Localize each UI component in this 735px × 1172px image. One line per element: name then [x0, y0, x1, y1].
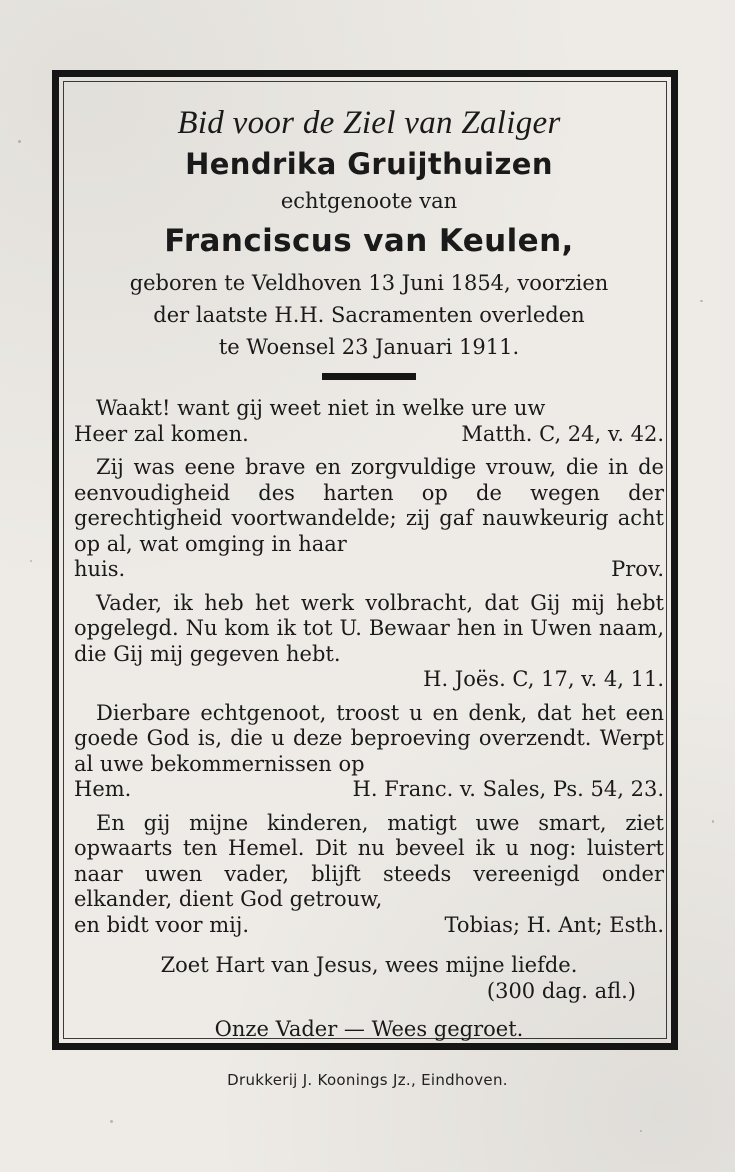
verse-text: En gij mijne kinderen, matigt uwe smart, ziet opwaarts ten Hemel. Dit nu beveel ik u nog: luistert naar uwen vader, blijft steeds vereenigd onder elkander, dient God getrouw, — [74, 810, 664, 911]
paper-speck — [110, 1120, 113, 1123]
verse-text: Dierbare echtgenoot, troost u en denk, dat het een goede God is, die u deze beproeving overzendt. Werpt al uwe bekommernissen op — [74, 700, 664, 776]
bio-line: der laatste H.H. Sacramenten overleden — [153, 303, 585, 327]
closing — [74, 952, 664, 1042]
paper-speck — [640, 1130, 642, 1132]
verse-1 — [74, 396, 664, 447]
verse-citation: H. Joës. C, 17, v. 4, 11. — [423, 667, 664, 691]
bio-line: te Woensel 23 Januari 1911. — [218, 335, 520, 359]
paper-speck — [712, 820, 714, 823]
biography — [74, 267, 664, 363]
prayer-intro: Bid voor de Ziel van Zaliger — [177, 105, 561, 141]
indulgence-note: (300 dag. afl.) — [486, 979, 636, 1003]
verse-5 — [74, 811, 664, 939]
closing-invocation: Zoet Hart van Jesus, wees mijne liefde. — [160, 953, 578, 977]
verses — [74, 396, 664, 938]
paper-speck — [18, 140, 21, 143]
verse-last-line: en bidt voor mij. — [74, 912, 250, 937]
verse-last-row — [74, 913, 664, 939]
verse-last-line: Hem. — [74, 777, 132, 801]
closing-prayers: Onze Vader — Wees gegroet. — [214, 1017, 524, 1041]
verse-4 — [74, 701, 664, 803]
verse-citation: Tobias; H. Ant; Esth. — [444, 912, 664, 937]
verse-text: Waakt! want gij weet niet in welke ure uw — [96, 396, 546, 420]
spouse-intro: echtgenoote van — [280, 189, 458, 213]
verse-2 — [74, 455, 664, 583]
bio-line: geboren te Veldhoven 13 Juni 1854, voorzien — [129, 271, 609, 295]
verse-3 — [74, 591, 664, 693]
verse-text: Vader, ik heb het werk volbracht, dat Gij mij hebt opgelegd. Nu kom ik tot U. Bewaar hen in Uwen naam, die Gij mij gegeven hebt. — [74, 590, 664, 666]
verse-text: Zij was eene brave en zorgvuldige vrouw, die in de eenvoudigheid des harten op de wegen der gerechtigheid voortwandelde; zij gaf nauwkeurig acht op al, wat omging in haar — [74, 455, 664, 556]
printer-credit: Drukkerij J. Koonings Jz., Eindhoven. — [227, 1071, 508, 1089]
verse-last-row — [74, 777, 664, 803]
spouse-name: Franciscus van Keulen, — [164, 223, 574, 259]
section-divider — [322, 373, 416, 380]
verse-last-line: Heer zal komen. — [74, 421, 249, 446]
verse-last-row — [74, 422, 664, 448]
verse-citation: Prov. — [611, 557, 664, 581]
verse-citation: Matth. C, 24, v. 42. — [461, 421, 664, 446]
paper-speck — [700, 300, 703, 302]
verse-last-line: huis. — [74, 557, 126, 581]
verse-last-row — [74, 557, 664, 583]
card-content — [74, 95, 664, 1042]
deceased-name: Hendrika Gruijthuizen — [185, 147, 553, 181]
verse-citation: H. Franc. v. Sales, Ps. 54, 23. — [352, 777, 664, 801]
paper-speck — [30, 560, 32, 562]
